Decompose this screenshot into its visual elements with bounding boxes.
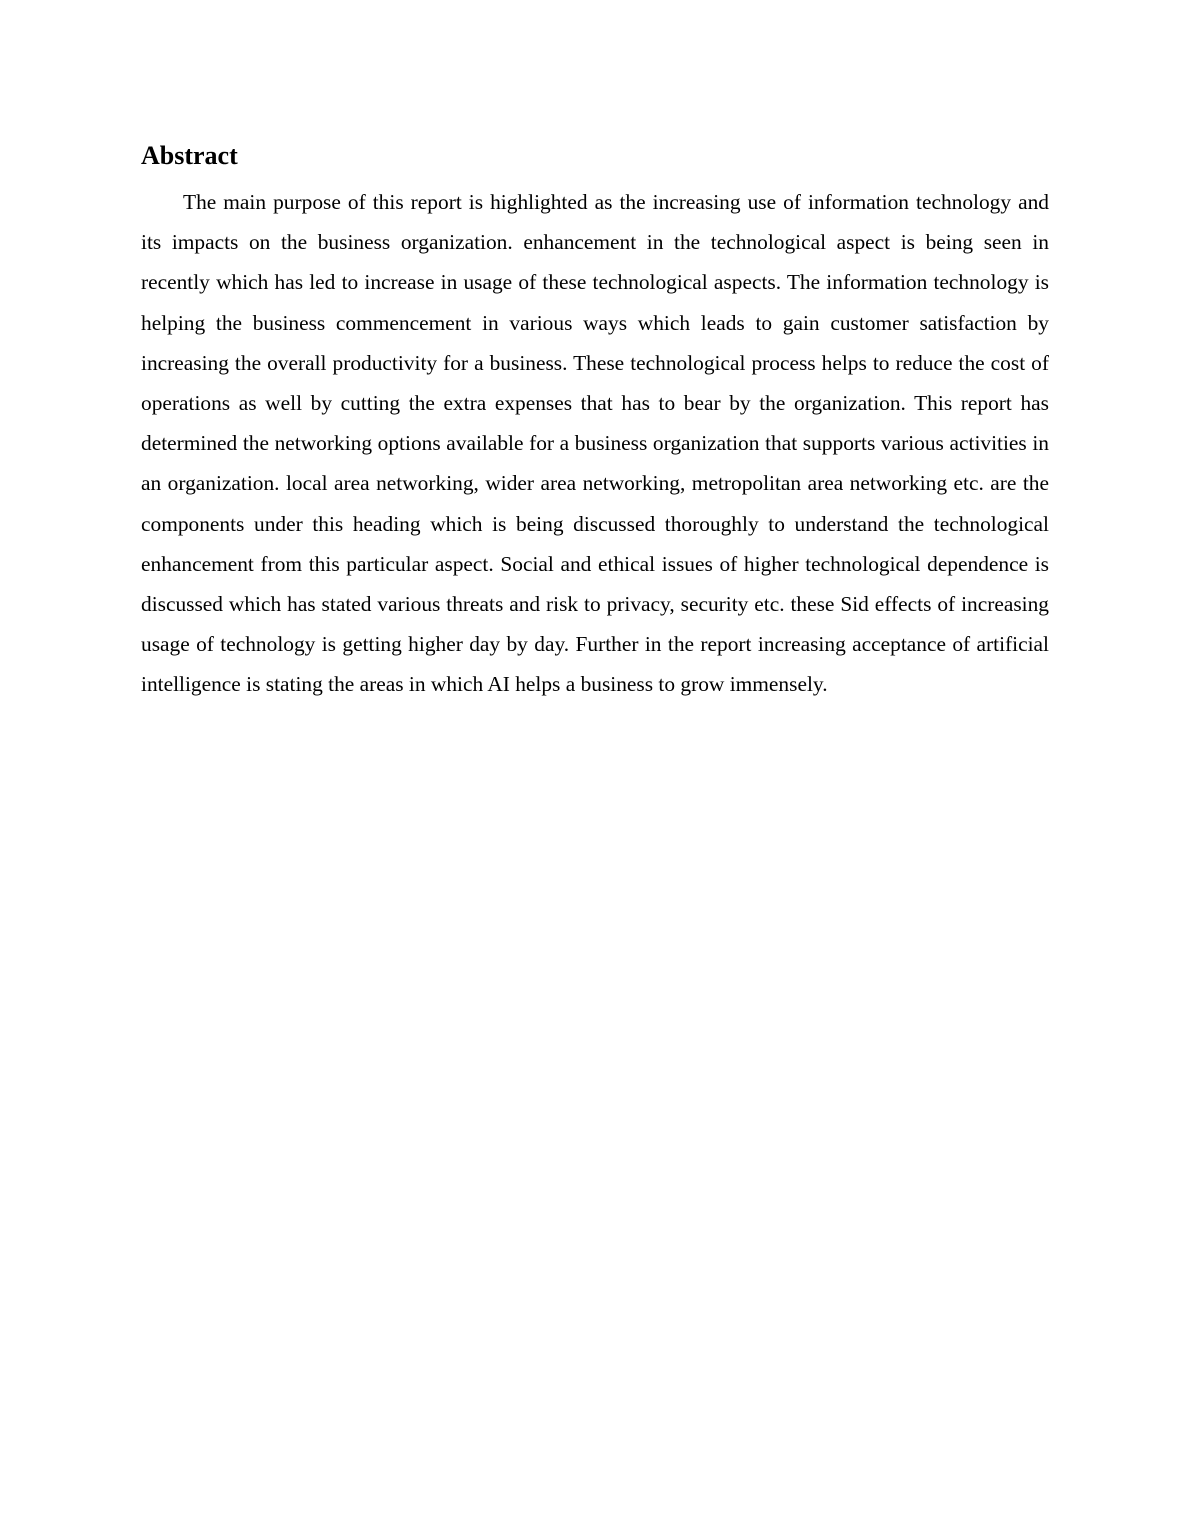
abstract-paragraph: The main purpose of this report is highlighted as the increasing use of information technology and its impacts on the business organization. enhancement in the technological aspect is being seen in recently which has led to increase in usage of these technological aspects. The information technology is helping the business commencement in various ways which leads to gain customer satisfaction by increasing the overall productivity for a business. These technological process helps to reduce the cost of operations as well by cutting the extra expenses that has to bear by the organization. This report has determined the networking options available for a business organization that supports various activities in an organization. local area networking, wider area networking, metropolitan area networking etc. are the components under this heading which is being discussed thoroughly to understand the technological enhancement from this particular aspect. Social and ethical issues of higher technological dependence is discussed which has stated various threats and risk to privacy, security etc. these Sid effects of increasing usage of technology is getting higher day by day. Further in the report increasing acceptance of artificial intelligence is stating the areas in which AI helps a business to grow immensely. [141, 190, 1049, 697]
section-heading: Abstract [141, 141, 238, 170]
page-content [141, 138, 1049, 705]
